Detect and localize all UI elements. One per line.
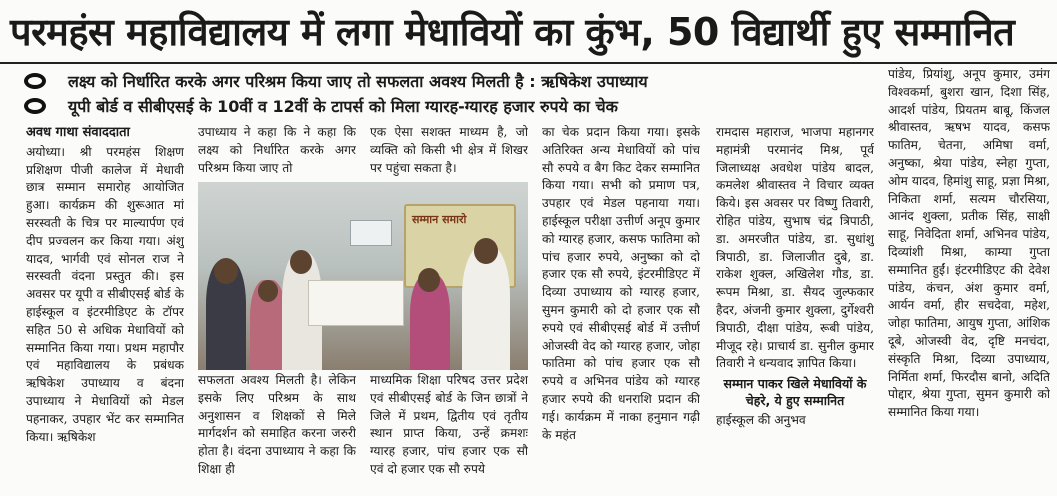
article-column-2-bottom [198,372,356,494]
photo-window [350,220,392,246]
event-photo [198,182,528,370]
article-column-6 [888,66,1050,494]
photo-person-head [474,238,498,264]
bullet-2-text: यूपी बोर्ड व सीबीएसई के 10वीं व 12वीं के टापर्स को मिला ग्यारह-ग्यारह हजार रुपये का चेक [68,97,618,116]
article-text-col3-bottom: माध्यमिक शिक्षा परिषद उत्तर प्रदेश एवं सीबीएसई बोर्ड के जिन छात्रों ने जिले में प्रथम, द्वितीय एवं तृतीय स्थान प्राप्त किया, उन्हें क्रमशः ग्यारह हजार, पांच हजार एक सौ एवं दो हजार एक सौ रुपये [370,373,528,476]
article-text-col5: रामदास महाराज, भाजपा महानगर महामंत्री परमानंद मिश्र, पूर्व जिलाध्यक्ष अवधेश पांडेय बादल, कमलेश श्रीवास्तव ने विचार व्यक्त किये। इस अवसर पर विष्णु तिवारी, रोहित पांडेय, सुभाष चंद्र त्रिपाठी, डा. अमरजीत पांडेय, डा. सुधांशु त्रिपाठी, डा. जिलाजीत दुबे, डा. राकेश शुक्ल, अखिलेश गौड, डा. रूपम मिश्रा, डा. सैयद जुल्फकार हैदर, अंजनी कुमार शुक्ला, दुर्गेश्वरी त्रिपाठी, दीक्षा पांडेय, रूबी पांडेय, मीजूद रहे। प्राचार्य डा. सुनील कुमार तिवारी ने धन्यवाद ज्ञापित किया। [716,125,874,371]
photo-person-head [290,250,312,274]
article-column-3-bottom [370,372,528,494]
headline-rule [0,62,1057,64]
article-column-4 [542,124,700,494]
bullet-2 [24,95,884,117]
article-text-col1: अयोध्या। श्री परमहंस शिक्षण प्रशिक्षण पीजी कालेज में मेधावी छात्र सम्मान समारोह आयोजित हुआ। कार्यक्रम की शुरूआत मां सरस्वती के चित्र पर माल्यार्पण एवं दीप प्रज्वलन कर किया गया। अंशु यादव, भार्गवी एवं सोनल राज ने सरस्वती वंदना प्रस्तुत की। इस अवसर पर यूपी व सीबीएसई बोर्ड के हाईस्कूल व इंटरमीडिएट के टॉपर सहित 50 से अधिक मेधावियों को सम्मानित किया गया। प्रथम महापौर एवं महाविद्यालय के प्रबंधक ऋषिकेश उपाध्याय व बंदना उपाध्याय ने मेधावियों को मेडल पहनाकर, उपहार भेंट कर सम्मानित किया। ऋषिकेश [26,144,184,444]
article-text-col4: का चेक प्रदान किया गया। इसके अतिरिक्त अन्य मेधावियों को पांच सौ रुपये व बैग किट देकर सम्मानित किया गया। सभी को प्रमाण पत्र, उपहार एवं मेडल पहनाया गया। हाईस्कूल परीक्षा उत्तीर्ण अनूप कुमार को ग्यारह हजार, कसफ फातिमा को पांच हजार रुपये, अनुष्का को दो हजार एक सौ रुपये, इंटरमीडिएट में दिव्या उपाध्याय को ग्यारह हजार, सुमन कुमारी को दो हजार एक सौ रुपये एवं सीबीएसई बोर्ड में उत्तीर्ण ओजस्वी वेद को ग्यारह हजार, जोहा फातिमा को पांच हजार एक सौ रुपये व अभिनव पांडेय को ग्यारह हजार रुपये की धनराशि प्रदान की गई। कार्यक्रम में नाका हनुमान गढ़ी के महंत [542,125,700,442]
bullet-circle-icon [24,98,46,114]
byline: अवध गाथा संवाददाता [26,125,130,140]
article-text-col3-top: एक ऐसा सशक्त माध्यम है, जो व्यक्ति को किसी भी क्षेत्र में शिखर पर पहुंचा सकता है। [370,125,528,175]
article-text-col6: पांडेय, प्रियांशु, अनूप कुमार, उमंग विश्वकर्मा, बुशरा खान, दिशा सिंह, आदर्श पांडेय, प्रियतम बाबू, किंजल श्रीवास्तव, ऋषभ यादव, कसफ फातिम, चेतना, अमिषा वर्मा, अनुष्का, श्रेया पांडेय, स्नेहा गुप्ता, ओम यादव, हिमांशु साहू, प्रज्ञा मिश्रा, निकिता शर्मा, सत्यम चौरसिया, आनंद शुक्ला, प्रतीक सिंह, साक्षी साहू, निवेदिता शर्मा, अभिनव पांडेय, दिव्यांशी मिश्रा, काम्या गुप्ता सम्मानित हुईं। इंटरमीडिएट की देवेश पांडेय, कंचन, अंश कुमार वर्मा, आर्यन वर्मा, हीर सचदेवा, महेश, जोहा फातिमा, आयुष गुप्ता, आंशिक दूबे, ओजस्वी वेद, दृष्टि मनचंदा, संस्कृति मिश्रा, दिव्या उपाध्याय, निर्मिता शर्मा, फिरदौस बानो, अदिति पोद्दार, श्रेया गुप्ता, सुमन कुमारी को सम्मानित किया गया। [888,67,1050,420]
article-column-5 [716,124,874,494]
article-text-col2-bottom: सफलता अवश्य मिलती है। लेकिन इसके लिए परिश्रम के साथ अनुशासन व शिक्षकों से मिले मार्गदर्शन को समाहित करना जरुरी होता है। वंदना उपाध्याय ने कहा कि शिक्षा ही [198,373,356,476]
subheading: सम्मान पाकर खिले मेधावियों के चेहरे, ये हुए सम्मानित [723,376,867,409]
article-column-2-top [198,124,356,180]
photo-person [462,246,510,370]
photo-banner-text: सम्मान समारो [412,213,467,226]
article-column-3-top [370,124,528,180]
bullet-circle-icon [24,73,46,89]
article-text-col5-bottom: हाईस्कूल की अनुभव [716,413,806,428]
bullet-1 [24,70,884,92]
bullet-1-text: लक्ष्य को निर्धारित करके अगर परिश्रम किया जाए तो सफलता अवश्य मिलती है : ऋषिकेश उपाध्याय [68,72,648,91]
photo-cheque [308,280,404,326]
photo-person-head [258,280,278,302]
photo-person-head [418,268,440,292]
headline: परमहंस महाविद्यालय में लगा मेधावियों का कुंभ, 50 विद्यार्थी हुए सम्मानित [10,10,1015,54]
article-column-1 [26,124,184,494]
article-text-col2-top: उपाध्याय ने कहा कि ने कहा कि लक्ष्य को निर्धारित करके अगर परिश्रम किया जाए तो [198,125,356,175]
photo-person-head [214,258,238,284]
